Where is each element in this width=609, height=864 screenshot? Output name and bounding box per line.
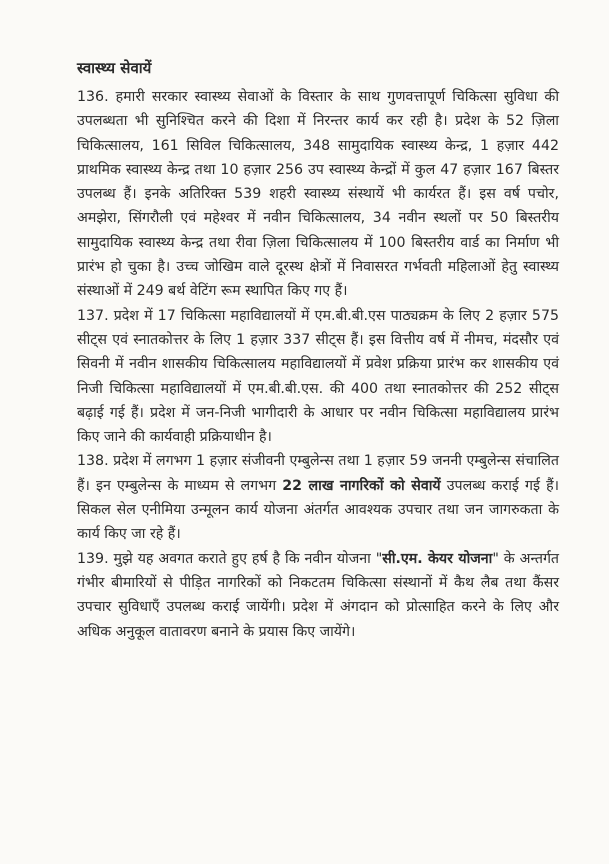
paragraph-138-text: 138. प्रदेश में लगभग 1 हज़ार संजीवनी एम्बुलेन्स तथा 1 हज़ार 59 जननी एम्बुलेन्स संचालित हैं। इन एम्बुलेन्स के माध्यम से लगभग	[77, 453, 559, 494]
paragraph-138	[77, 449, 559, 546]
section-heading: स्वास्थ्य सेवायें	[77, 59, 152, 77]
paragraph-139-text-end: " के अन्तर्गत गंभीर बीमारियों से पीड़ित नागरिकों को निकटतम चिकित्सा संस्थानों में कैथ लैब तथा कैंसर उपचार सुविधाएँ उपलब्ध कराई जायेंगी। प्रदेश में अंगदान को प्रोत्साहित करने के लिए और अधिक अनुकूल वातावरण बनाने के प्रयास किए जायेंगे।	[77, 550, 560, 640]
paragraph-136: 136. हमारी सरकार स्वास्थ्य सेवाओं के विस्तार के साथ गुणवत्तापूर्ण चिकित्सा सुविधा की उपलब्धता भी सुनिश्चित करने की दिशा में निरन्तर कार्य कर रही है। प्रदेश के 52 ज़िला चिकित्सालय, 161 सिविल चिकित्सालय, 348 सामुदायिक स्वास्थ्य केन्द्र, 1 हज़ार 442 प्राथमिक स्वास्थ्य केन्द्र तथा 10 हज़ार 256 उप स्वास्थ्य केन्द्रों में कुल 47 हज़ार 167 बिस्तर उपलब्ध हैं। इनके अतिरिक्त 539 शहरी स्वास्थ्य संस्थायें भी कार्यरत हैं। इस वर्ष पचोर, अमझेरा, सिंगरौली एवं महेश्वर में नवीन चिकित्सालय, 34 नवीन स्थलों पर 50 बिस्तरीय सामुदायिक स्वास्थ्य केन्द्र तथा रीवा ज़िला चिकित्सालय में 100 बिस्तरीय वार्ड का निर्माण भी प्रारंभ हो चुका है। उच्च जोखिम वाले दूरस्थ क्षेत्रों में निवासरत गर्भवती महिलाओं हेतु स्वास्थ्य संस्थाओं में 249 बर्थ वेटिंग रूम स्थापित किए गए हैं।	[77, 89, 559, 300]
paragraph-138-text-end: उपलब्ध कराई गई हैं। सिकल सेल एनीमिया उन्मूलन कार्य योजना अंतर्गत आवश्यक उपचार तथा जन जागरुकता के कार्य किए जा रहे हैं।	[77, 477, 559, 543]
paragraph-138-bold: 22 लाख नागरिकों को सेवायें	[282, 477, 441, 494]
paragraph-139-bold: सी.एम. केयर योजना	[382, 550, 493, 567]
paragraph-139	[77, 547, 559, 644]
paragraph-139-text: 139. मुझे यह अवगत कराते हुए हर्ष है कि नवीन योजना "	[77, 550, 383, 567]
paragraph-137: 137. प्रदेश में 17 चिकित्सा महाविद्यालयों में एम.बी.बी.एस पाठ्यक्रम के लिए 2 हज़ार 575 सीट्स एवं स्नातकोत्तर के लिए 1 हज़ार 337 सीट्स हैं। इस वित्तीय वर्ष में नीमच, मंदसौर एवं सिवनी में नवीन शासकीय चिकित्सालय महाविद्यालयों में प्रवेश प्रक्रिया प्रारंभ कर शासकीय एवं निजी चिकित्सा महाविद्यालयों में एम.बी.बी.एस. की 400 तथा स्नातकोत्तर की 252 सीट्स बढ़ाई गई हैं। प्रदेश में जन-निजी भागीदारी के आधार पर नवीन चिकित्सा महाविद्यालय प्रारंभ किए जाने की कार्यवाही प्रक्रियाधीन है।	[77, 307, 559, 446]
